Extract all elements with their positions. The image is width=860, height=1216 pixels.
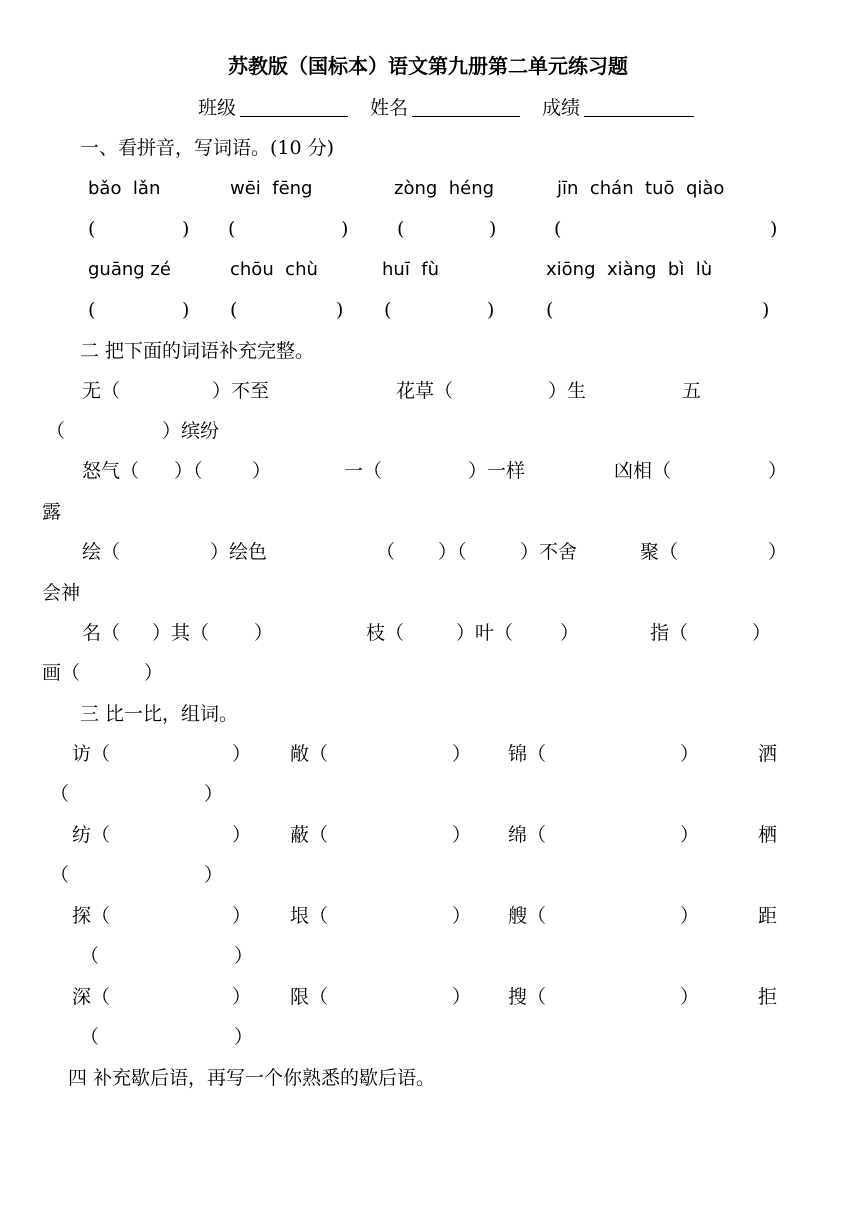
section-3-heading: 三 比一比，组词。 xyxy=(80,703,239,725)
answer-paren-close: ） xyxy=(204,783,224,805)
answer-paren-close: ） xyxy=(234,1026,254,1048)
compare-char: 洒 xyxy=(758,743,778,765)
compare-char: ） xyxy=(680,905,700,927)
idiom-fragment: （ xyxy=(376,541,396,563)
compare-char: ） xyxy=(232,824,252,846)
compare-char: 纺（ xyxy=(72,824,111,846)
answer-paren-close: ) xyxy=(336,299,344,321)
answer-paren-open: ( xyxy=(384,299,392,321)
idiom-fragment: 无（ xyxy=(82,380,121,402)
idiom-fragment: 绘（ xyxy=(82,541,121,563)
compare-char: 蔽（ xyxy=(290,824,329,846)
idiom-fragment: ）缤纷 xyxy=(162,420,220,442)
idiom-fragment: ）叶（ xyxy=(456,622,514,644)
pinyin-item: zòng héng xyxy=(394,178,495,199)
compare-char: 绵（ xyxy=(508,824,547,846)
name-label: 姓名 xyxy=(370,97,409,119)
idiom-fragment: 五 xyxy=(682,380,702,402)
class-blank[interactable] xyxy=(240,116,348,117)
idiom-fragment: 凶相（ xyxy=(614,460,672,482)
name-blank[interactable] xyxy=(412,116,520,117)
section-1-heading: 一、看拼音，写词语。(10 分) xyxy=(80,137,335,159)
pinyin-item: xiōng xiàng bì lù xyxy=(546,259,713,280)
answer-paren-open: ( xyxy=(546,299,554,321)
answer-paren-open: （ xyxy=(80,1026,100,1048)
idiom-fragment: ） xyxy=(768,541,788,563)
pinyin-item: huī fù xyxy=(382,259,440,280)
compare-char: ） xyxy=(232,986,252,1008)
compare-char: ） xyxy=(452,743,472,765)
score-label: 成绩 xyxy=(542,97,581,119)
idiom-fragment: 露 xyxy=(42,501,62,523)
idiom-fragment: ） xyxy=(752,622,772,644)
compare-char: 探（ xyxy=(72,905,111,927)
compare-char: 拒 xyxy=(758,986,778,1008)
idiom-fragment: ）一样 xyxy=(468,460,526,482)
idiom-fragment: ）不舍 xyxy=(520,541,578,563)
compare-char: 栖 xyxy=(758,824,778,846)
answer-paren-close: ) xyxy=(341,218,349,240)
pinyin-item: guāng zé xyxy=(88,259,171,280)
compare-char: ） xyxy=(232,743,252,765)
answer-paren-open: （ xyxy=(80,945,100,967)
compare-char: 距 xyxy=(758,905,778,927)
idiom-fragment: 花草（ xyxy=(396,380,454,402)
compare-char: 垠（ xyxy=(290,905,329,927)
compare-char: ） xyxy=(680,986,700,1008)
compare-char: ） xyxy=(680,824,700,846)
answer-paren-close: ) xyxy=(182,299,190,321)
answer-paren-open: ( xyxy=(397,218,405,240)
idiom-fragment: 一（ xyxy=(344,460,383,482)
answer-paren-close: ) xyxy=(770,218,778,240)
section-4-heading: 四 补充歇后语，再写一个你熟悉的歇后语。 xyxy=(68,1067,436,1089)
idiom-fragment: ） xyxy=(768,460,788,482)
idiom-fragment: ）其（ xyxy=(152,622,210,644)
section-2-heading: 二 把下面的词语补充完整。 xyxy=(80,340,315,362)
answer-paren-close: ) xyxy=(487,299,495,321)
compare-char: 艘（ xyxy=(508,905,547,927)
answer-paren-open: ( xyxy=(88,299,96,321)
pinyin-item: chōu chù xyxy=(230,259,318,280)
compare-char: 限（ xyxy=(290,986,329,1008)
answer-paren-open: ( xyxy=(554,218,562,240)
answer-paren-close: ) xyxy=(762,299,770,321)
idiom-fragment: ）（ xyxy=(174,460,203,482)
compare-char: ） xyxy=(232,905,252,927)
compare-char: 锦（ xyxy=(508,743,547,765)
idiom-fragment: 聚（ xyxy=(640,541,679,563)
idiom-fragment: ）不至 xyxy=(212,380,270,402)
idiom-fragment: 画（ xyxy=(42,662,81,684)
class-label: 班级 xyxy=(198,97,237,119)
page-title: 苏教版（国标本）语文第九册第二单元练习题 xyxy=(228,54,628,78)
idiom-fragment: ） xyxy=(254,622,274,644)
idiom-fragment: 指（ xyxy=(650,622,689,644)
idiom-fragment: ） xyxy=(144,662,164,684)
pinyin-item: bǎo lǎn xyxy=(88,178,161,199)
answer-paren-close: ） xyxy=(204,864,224,886)
compare-char: 深（ xyxy=(72,986,111,1008)
compare-char: 搜（ xyxy=(508,986,547,1008)
compare-char: 敞（ xyxy=(290,743,329,765)
answer-paren-close: ) xyxy=(489,218,497,240)
answer-paren-close: ） xyxy=(234,945,254,967)
compare-char: ） xyxy=(680,743,700,765)
idiom-fragment: 会神 xyxy=(42,582,81,604)
idiom-fragment: ）绘色 xyxy=(210,541,268,563)
answer-paren-open: （ xyxy=(50,864,70,886)
answer-paren-close: ) xyxy=(182,218,190,240)
score-blank[interactable] xyxy=(584,116,694,117)
compare-char: 访（ xyxy=(72,743,111,765)
idiom-fragment: （ xyxy=(46,420,66,442)
compare-char: ） xyxy=(452,824,472,846)
idiom-fragment: 怒气（ xyxy=(82,460,140,482)
idiom-fragment: ） xyxy=(560,622,580,644)
answer-paren-open: ( xyxy=(228,218,236,240)
idiom-fragment: 枝（ xyxy=(366,622,405,644)
answer-paren-open: （ xyxy=(50,783,70,805)
compare-char: ） xyxy=(452,905,472,927)
answer-paren-open: ( xyxy=(230,299,238,321)
compare-char: ） xyxy=(452,986,472,1008)
pinyin-item: wēi fēng xyxy=(230,178,313,199)
answer-paren-open: ( xyxy=(88,218,96,240)
idiom-fragment: ） xyxy=(252,460,272,482)
pinyin-item: jīn chán tuō qiào xyxy=(557,178,725,199)
idiom-fragment: 名（ xyxy=(82,622,121,644)
idiom-fragment: ）（ xyxy=(438,541,467,563)
idiom-fragment: ）生 xyxy=(548,380,587,402)
